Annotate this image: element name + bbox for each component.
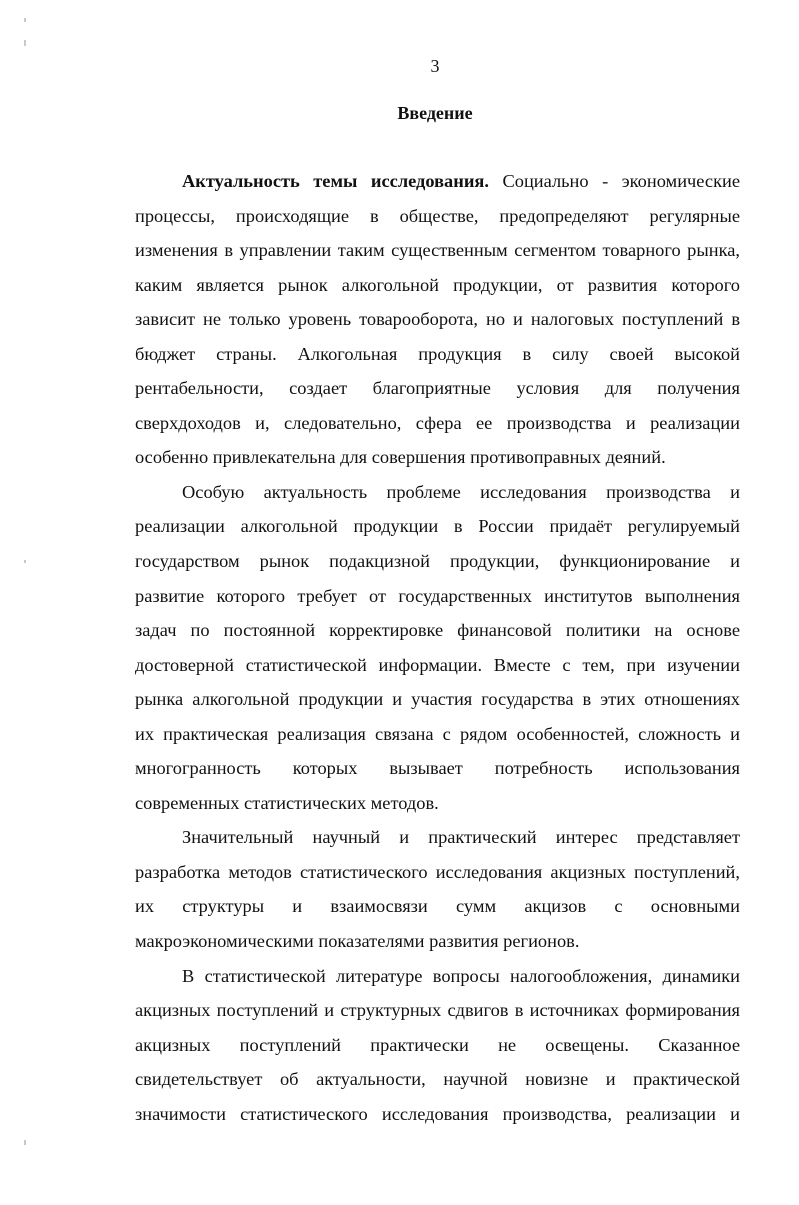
text-line: рентабельности, создает благоприятные условия для получения <box>135 378 740 399</box>
text-line <box>135 164 740 199</box>
text-line: Значительный научный и практический интерес представляет <box>182 827 740 848</box>
scan-artifact <box>24 1140 26 1145</box>
text-line: особенно привлекательна для совершения противоправных деяний. <box>135 447 666 468</box>
text-line: их практическая реализация связана с рядом особенностей, сложность и <box>135 723 740 744</box>
text-line: задач по постоянной корректировке финансовой политики на основе <box>135 620 740 641</box>
text-line: изменения в управлении таким существенным сегментом товарного рынка, <box>135 240 740 261</box>
text-line: процессы, происходящие в обществе, предопределяют регулярные <box>135 205 740 226</box>
text-line: акцизных поступлений практически не освещены. Сказанное <box>135 1034 740 1055</box>
text-line: каким является рынок алкогольной продукции, от развития которого <box>135 274 740 295</box>
section-heading: Введение <box>397 103 473 123</box>
text-line: Особую актуальность проблеме исследования производства и <box>182 481 740 502</box>
text-line: государством рынок подакцизной продукции, функционирование и <box>135 551 740 572</box>
scan-artifact <box>24 560 26 563</box>
text-line: многогранность которых вызывает потребность использования <box>135 758 740 779</box>
text-line: значимости статистического исследования производства, реализации и <box>135 1103 740 1124</box>
text-line: сверхдоходов и, следовательно, сфера ее производства и реализации <box>135 412 740 433</box>
text-line: разработка методов статистического исследования акцизных поступлений, <box>135 861 740 882</box>
text-line: реализации алкогольной продукции в России придаёт регулируемый <box>135 516 740 537</box>
text-line: зависит не только уровень товарооборота, но и налоговых поступлений в <box>135 309 740 330</box>
text-line: рынка алкогольной продукции и участия государства в этих отношениях <box>135 689 740 710</box>
scan-artifact <box>24 18 26 22</box>
text-line: развитие которого требует от государственных институтов выполнения <box>135 585 740 606</box>
text-line: достоверной статистической информации. Вместе с тем, при изучении <box>135 654 740 675</box>
text-line: свидетельствует об актуальности, научной новизне и практической <box>135 1069 740 1090</box>
scan-artifact <box>24 40 26 46</box>
text-line: макроэкономическими показателями развития регионов. <box>135 931 580 952</box>
text-line: бюджет страны. Алкогольная продукция в силу своей высокой <box>135 343 740 364</box>
text-line: современных статистических методов. <box>135 792 439 813</box>
bold-lead: Актуальность темы исследования. <box>182 171 489 191</box>
page-number: 3 <box>430 56 440 76</box>
text-line: их структуры и взаимосвязи сумм акцизов с основными <box>135 896 740 917</box>
line-text: Социально - экономические <box>488 171 741 191</box>
text-line: акцизных поступлений и структурных сдвигов в источниках формирования <box>135 1000 740 1021</box>
body-text <box>135 164 740 1131</box>
text-line: В статистической литературе вопросы налогообложения, динамики <box>182 965 740 986</box>
